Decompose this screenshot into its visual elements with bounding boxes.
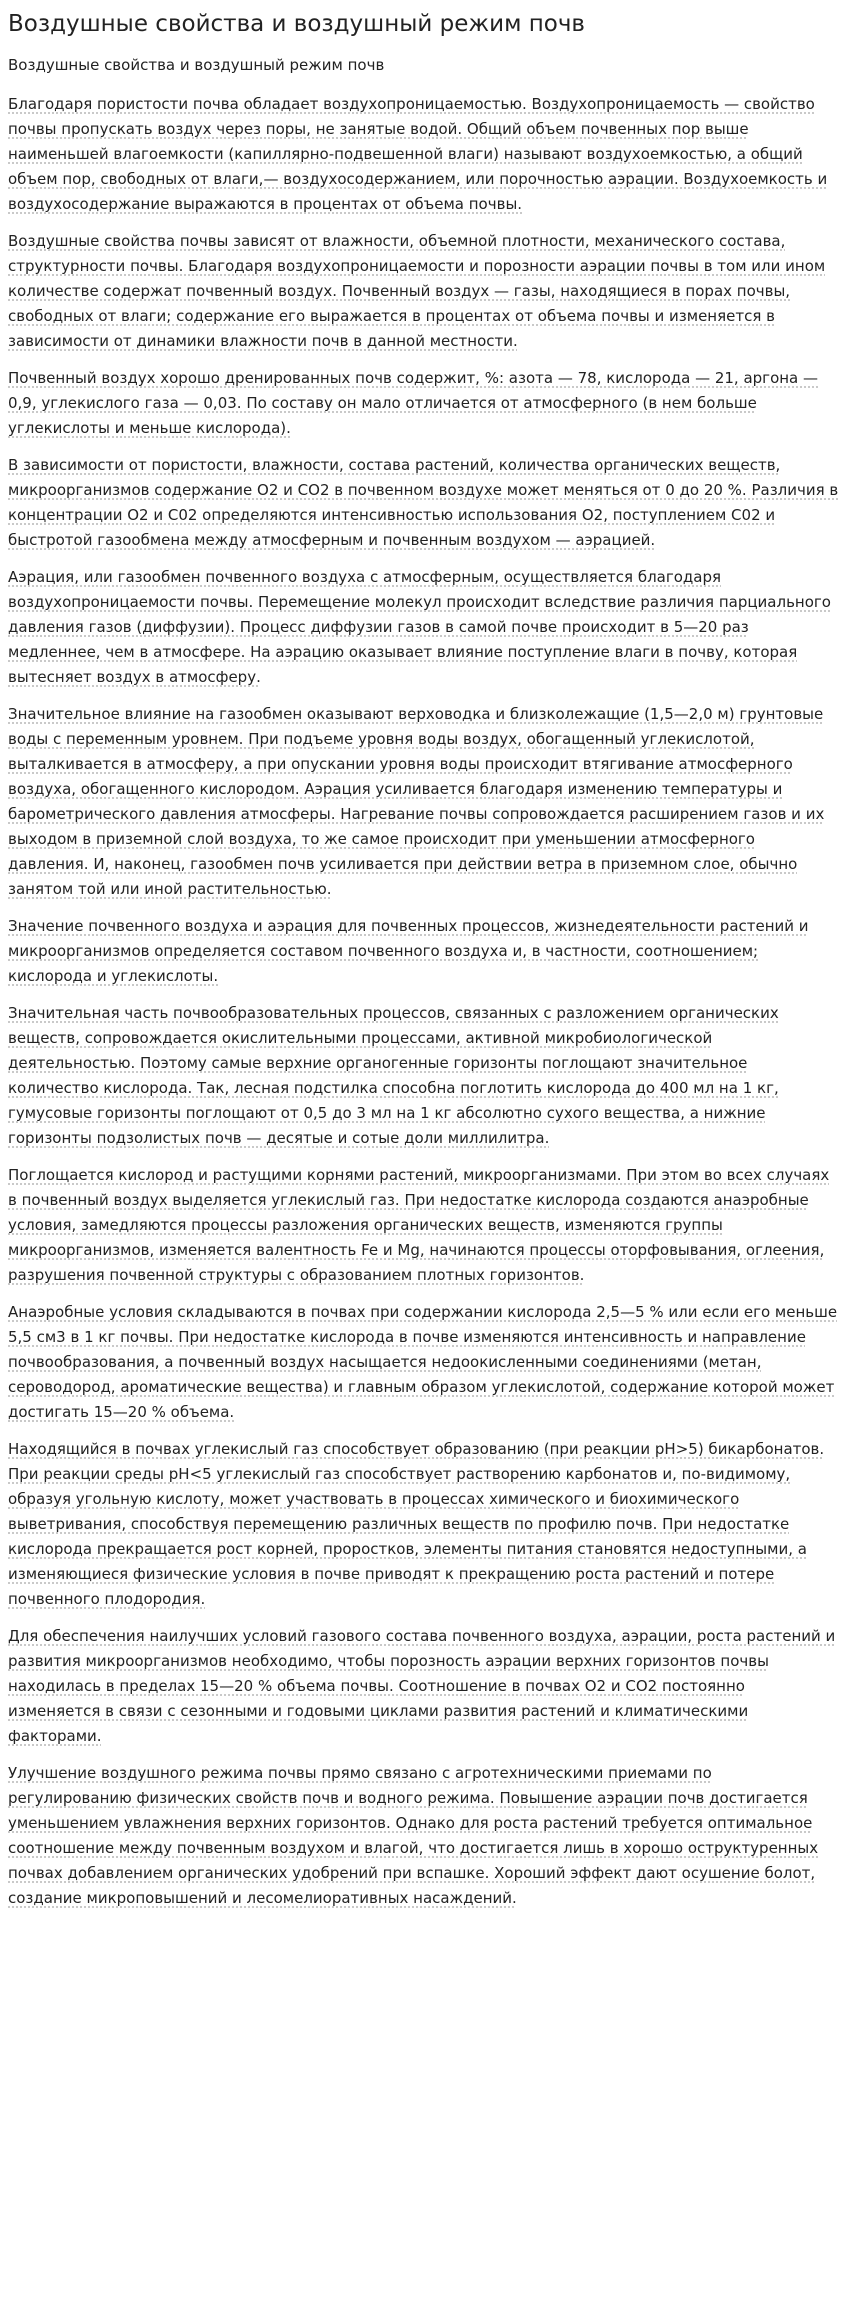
paragraph: Улучшение воздушного режима почвы прямо связано с агротехническими приемами по регулированию физических свойств почв и водного режима. Повышение аэрации почв достигается уменьшением увлажнения верхних горизонтов. Однако для роста растений требуется оптимальное соотношение между почвенным воздухом и влагой, что достигается лишь в хорошо оструктуренных почвах добавлением органических удобрений при вспашке. Хороший эффект дают осушение болот, создание микроповышений и лесомелиоративных насаждений. [8,1764,819,1907]
paragraph: Воздушные свойства почвы зависят от влажности, объемной плотности, механического состава, структурности почвы. Благодаря воздухопроницаемости и порозности аэрации почвы в том или ином количестве содержат почвенный воздух. Почвенный воздух — газы, находящиеся в порах почвы, свободных от влаги; содержание его выражается в процентах от объема почвы и изменяется в зависимости от динамики влажности почв в данной местности. [8,232,826,350]
paragraph: Почвенный воздух хорошо дренированных почв содержит, %: азота — 78, кислорода — 21, аргона — 0,9, углекислого газа — 0,03. По составу он мало отличается от атмосферного (в нем больше углекислоты и меньше кислорода). [8,369,819,437]
page-title: Воздушные свойства и воздушный режим почв [8,11,585,37]
paragraph: В зависимости от пористости, влажности, состава растений, количества органических веществ, микроорганизмов содержание О2 и СО2 в почвенном воздухе может меняться от 0 до 20 %. Различия в концентрации О2 и С02 определяются интенсивностью использования О2, поступлением С02 и быстротой газообмена между атмосферным и почвенным воздухом — аэрацией. [8,456,839,549]
article-subtitle: Воздушные свойства и воздушный режим почв [8,56,385,74]
paragraph: Значительное влияние на газообмен оказывают верховодка и близколежащие (1,5—2,0 м) грунтовые воды с переменным уровнем. При подъеме уровня воды воздух, обогащенный углекислотой, выталкивается в атмосферу, а при опускании уровня воды происходит втягивание атмосферного воздуха, обогащенного кислородом. Аэрация усиливается благодаря изменению температуры и барометрического давления атмосферы. Нагревание почвы сопровождается расширением газов и их выходом в приземной слой воздуха, то же самое происходит при уменьшении атмосферного давления. И, наконец, газообмен почв усиливается при действии ветра в приземном слое, обычно занятом той или иной растительностью. [8,705,825,898]
paragraph: Анаэробные условия складываются в почвах при содержании кислорода 2,5—5 % или если его меньше 5,5 см3 в 1 кг почвы. При недостатке кислорода в почве изменяются интенсивность и направление почвообразования, а почвенный воздух насыщается недоокисленными соединениями (метан, сероводород, ароматические вещества) и главным образом углекислотой, содержание которой может достигать 15—20 % объема. [8,1303,838,1421]
paragraph: Для обеспечения наилучших условий газового состава почвенного воздуха, аэрации, роста растений и развития микроорганизмов необходимо, чтобы порозность аэрации верхних горизонтов почвы находилась в пределах 15—20 % объема почвы. Соотношение в почвах О2 и СО2 постоянно изменяется в связи с сезонными и годовыми циклами развития растений и климатическими факторами. [8,1627,836,1745]
paragraph: Аэрация, или газообмен почвенного воздуха с атмосферным, осуществляется благодаря воздухопроницаемости почвы. Перемещение молекул происходит вследствие различия парциального давления газов (диффузии). Процесс диффузии газов в самой почве происходит в 5—20 раз медленнее, чем в атмосфере. На аэрацию оказывает влияние поступление влаги в почву, которая вытесняет воздух в атмосферу. [8,568,831,686]
paragraph: Значение почвенного воздуха и аэрация для почвенных процессов, жизнедеятельности растений и микроорганизмов определяется составом почвенного воздуха и, в частности, соотношением; кислорода и углекислоты. [8,917,809,985]
paragraph: Находящийся в почвах углекислый газ способствует образованию (при реакции pH>5) бикарбонатов. При реакции среды pH<5 углекислый газ способствует растворению карбонатов и, по-видимому, образуя угольную кислоту, может участвовать в процессах химического и биохимического выветривания, способствуя перемещению различных веществ по профилю почв. При недостатке кислорода прекращается рост корней, проростков, элементы питания становятся недоступными, а изменяющиеся физические условия в почве приводят к прекращению роста растений и потере почвенного плодородия. [8,1440,825,1608]
paragraph: Поглощается кислород и растущими корнями растений, микроорганизмами. При этом во всех случаях в почвенный воздух выделяется углекислый газ. При недостатке кислорода создаются анаэробные условия, замедляются процессы разложения органических веществ, изменяются группы микроорганизмов, изменяется валентность Fe и Mg, начинаются процессы оторфовывания, оглеения, разрушения почвенной структуры с образованием плотных горизонтов. [8,1166,830,1284]
paragraph: Благодаря пористости почва обладает воздухопроницаемостью. Воздухопроницаемость — свойство почвы пропускать воздух через поры, не занятые водой. Общий объем почвенных пор выше наименьшей влагоемкости (капиллярно-подвешенной влаги) называют воздухоемкостью, а общий объем пор, свободных от влаги,— воздухосодержанием, или порочностью аэрации. Воздухоемкость и воздухосодержание выражаются в процентах от объема почвы. [8,95,828,213]
paragraph: Значительная часть почвообразовательных процессов, связанных с разложением органических веществ, сопровождается окислительными процессами, активной микробиологической деятельностью. Поэтому самые верхние органогенные горизонты поглощают значительное количество кислорода. Так, лесная подстилка способна поглотить кислорода до 400 мл на 1 кг, гумусовые горизонты поглощают от 0,5 до 3 мл на 1 кг абсолютно сухого вещества, а нижние горизонты подзолистых почв — десятые и сотые доли миллилитра. [8,1004,779,1147]
